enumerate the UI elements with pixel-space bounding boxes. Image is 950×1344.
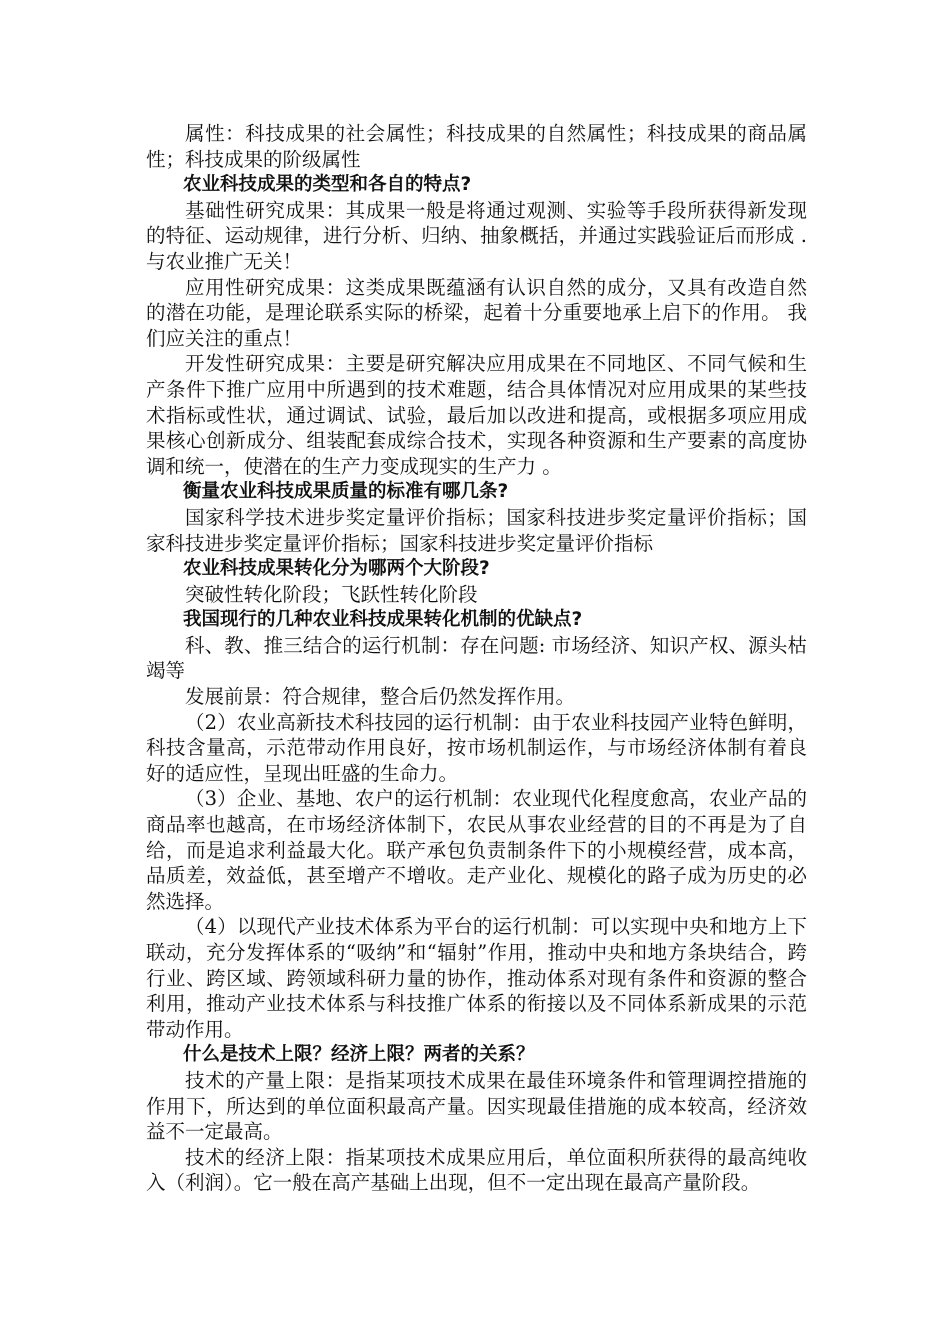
paragraph: （3）企业、基地、农户的运行机制：农业现代化程度愈高，农业产品的商品率也越高，在市场经济体制下，农民从事农业经营的目的不再是为了自给，而是追求利益最大化。联产承包负责制条件下的小规模经营，成本高，品质差，效益低，甚至增产不增收。走产业化、规模化的路子成为历史的必然选择。: [146, 787, 807, 913]
paragraph: 科、教、推三结合的运行机制：存在问题: 市场经济、知识产权、源头枯竭等: [146, 633, 807, 683]
section-heading: 农业科技成果的类型和各自的特点?: [183, 174, 472, 196]
section-heading: 我国现行的几种农业科技成果转化机制的优缺点?: [183, 609, 583, 631]
paragraph: 国家科学技术进步奖定量评价指标；国家科技进步奖定量评价指标；国家科技进步奖定量评价指标；国家科技进步奖定量评价指标: [146, 505, 807, 555]
paragraph: 基础性研究成果：其成果一般是将通过观测、实验等手段所获得新发现的特征、运动规律，进行分析、归纳、抽象概括，并通过实践验证后而形成 .与农业推广无关！: [146, 198, 807, 273]
paragraph: （4）以现代产业技术体系为平台的运行机制：可以实现中央和地方上下联动，充分发挥体系的“吸纳”和“辐射”作用，推动中央和地方条块结合，跨行业、跨区域、跨领域科研力量的协作，推动体系对现有条件和资源的整合利用，推动产业技术体系与科技推广体系的衔接以及不同体系新成果的示范带动作用。: [146, 915, 807, 1041]
section-heading: 什么是技术上限？经济上限？两者的关系？: [183, 1044, 535, 1066]
paragraph: 属性：科技成果的社会属性；科技成果的自然属性；科技成果的商品属性；科技成果的阶级属性: [146, 122, 807, 171]
paragraph: 突破性转化阶段；飞跃性转化阶段: [185, 582, 478, 606]
paragraph: （2）农业高新技术科技园的运行机制：由于农业科技园产业特色鲜明，科技含量高，示范带动作用良好，按市场机制运作，与市场经济体制有着良好的适应性，呈现出旺盛的生命力。: [146, 710, 807, 785]
document-body: [146, 121, 807, 1196]
paragraph: 应用性研究成果：这类成果既蕴涵有认识自然的成分，又具有改造自然的潜在功能，是理论联系实际的桥梁，起着十分重要地承上启下的作用。 我们应关注的重点！: [146, 275, 807, 350]
section-heading: 农业科技成果转化分为哪两个大阶段?: [183, 558, 490, 580]
paragraph: 技术的经济上限：指某项技术成果应用后，单位面积所获得的最高纯收入（利润）。它一般在高产基础上出现，但不一定出现在最高产量阶段。: [146, 1145, 807, 1195]
paragraph: 技术的产量上限：是指某项技术成果在最佳环境条件和管理调控措施的作用下，所达到的单位面积最高产量。因实现最佳措施的成本较高，经济效益不一定最高。: [146, 1068, 807, 1144]
paragraph: 发展前景：符合规律，整合后仍然发挥作用。: [185, 685, 576, 709]
paragraph: 开发性研究成果：主要是研究解决应用成果在不同地区、不同气候和生产条件下推广应用中所遇到的技术难题，结合具体情况对应用成果的某些技术指标或性状，通过调试、试验，最后加以改进和提高，或根据多项应用成果核心创新成分、组装配套成综合技术，实现各种资源和生产要素的高度协调和统一，使潜在的生产力变成现实的生产力 。: [146, 352, 807, 478]
section-heading: 衡量农业科技成果质量的标准有哪几条?: [183, 481, 509, 503]
